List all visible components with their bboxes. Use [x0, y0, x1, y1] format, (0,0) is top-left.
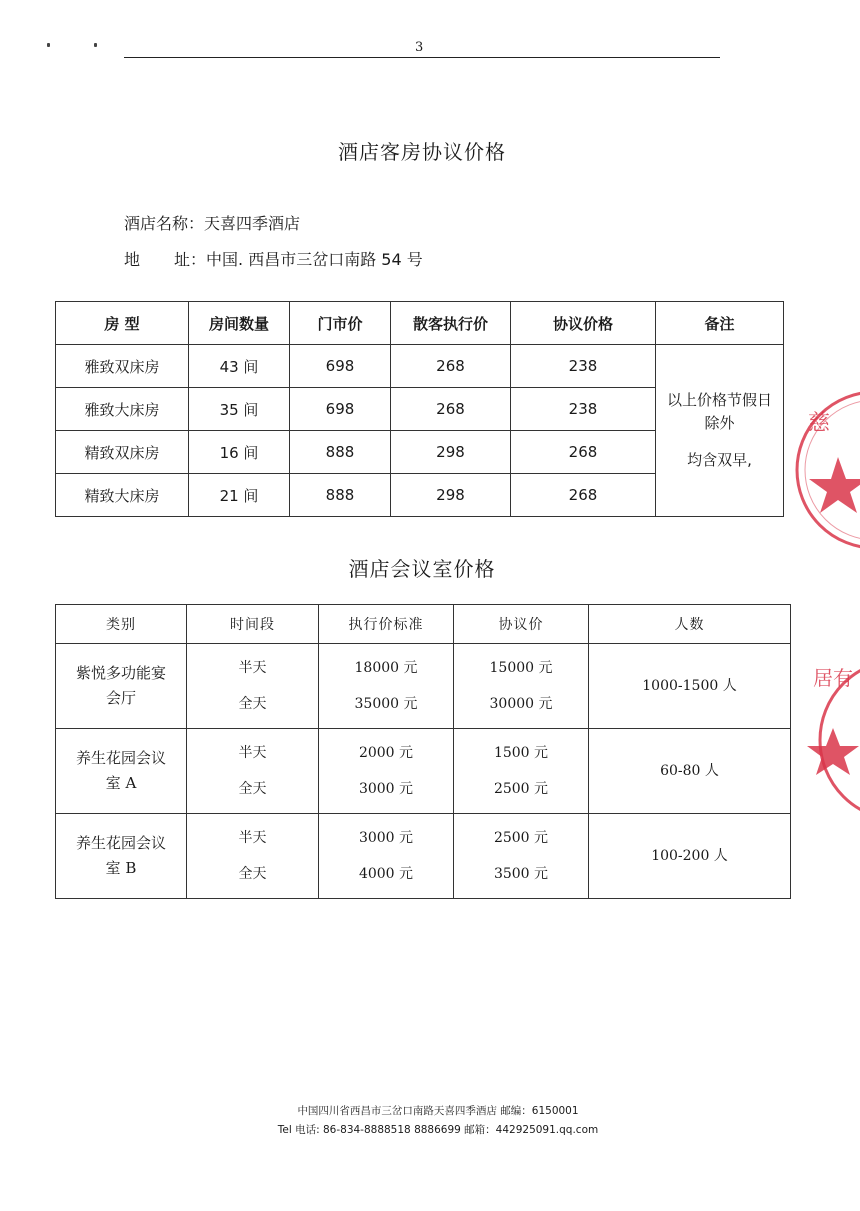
red-seal-lower [795, 640, 860, 830]
rack-rate: 698 [290, 345, 391, 388]
scan-speck [94, 43, 97, 47]
standard-price-full: 3000 元 [358, 781, 414, 797]
standard-price [319, 729, 454, 814]
agreed-price-half: 1500 元 [493, 745, 549, 761]
remarks-line: 以上价格节假日 [666, 391, 772, 409]
table-row [56, 345, 784, 388]
page-number: 3 [415, 40, 424, 55]
period-full-day: 全天 [238, 781, 267, 797]
venue-name [56, 814, 187, 899]
scan-speck [47, 43, 50, 47]
header-remarks: 备注 [656, 302, 784, 345]
agreed-price-full: 30000 元 [489, 696, 553, 712]
red-seal-upper [760, 375, 860, 575]
header-room-count: 房间数量 [189, 302, 290, 345]
venue-name-line: 会厅 [105, 689, 136, 707]
venue-name-line: 室 A [105, 774, 137, 792]
agreed-rate: 268 [511, 431, 656, 474]
rack-rate: 698 [290, 388, 391, 431]
remarks-line: 除外 [704, 414, 735, 432]
header-rack-rate: 门市价 [290, 302, 391, 345]
venue-name-line: 养生花园会议 [75, 749, 166, 767]
address: 中国. 西昌市三岔口南路 54 号 [206, 250, 423, 269]
venue-name [56, 729, 187, 814]
room-count: 16 间 [189, 431, 290, 474]
standard-price-half: 3000 元 [358, 830, 414, 846]
header-rule [124, 57, 720, 58]
meeting-rates-table [55, 604, 791, 899]
capacity: 1000-1500 人 [589, 644, 791, 729]
capacity: 60-80 人 [589, 729, 791, 814]
standard-price-full: 35000 元 [354, 696, 418, 712]
header-agreed-price: 协议价 [454, 605, 589, 644]
header-room-type: 房 型 [56, 302, 189, 345]
header-walkin-rate: 散客执行价 [391, 302, 511, 345]
room-count: 21 间 [189, 474, 290, 517]
seal-text: 慈 [808, 411, 831, 436]
capacity: 100-200 人 [589, 814, 791, 899]
standard-price [319, 644, 454, 729]
agreed-rate: 268 [511, 474, 656, 517]
room-type: 精致双床房 [56, 431, 189, 474]
agreed-price-full: 3500 元 [493, 866, 549, 882]
address-line [124, 247, 423, 270]
walkin-rate: 298 [391, 474, 511, 517]
venue-name [56, 644, 187, 729]
header-category: 类别 [56, 605, 187, 644]
header-capacity: 人数 [589, 605, 791, 644]
standard-price [319, 814, 454, 899]
agreed-price-half: 15000 元 [489, 660, 553, 676]
agreed-rate: 238 [511, 388, 656, 431]
agreed-price [454, 644, 589, 729]
table-row [56, 729, 791, 814]
venue-name-line: 紫悦多功能宴 [75, 664, 166, 682]
agreed-price-half: 2500 元 [493, 830, 549, 846]
hotel-name-line [124, 211, 300, 234]
meeting-title: 酒店会议室价格 [348, 557, 496, 581]
table-header-row [56, 302, 784, 345]
agreed-price-full: 2500 元 [493, 781, 549, 797]
rack-rate: 888 [290, 474, 391, 517]
rooms-title: 酒店客房协议价格 [338, 140, 506, 164]
standard-price-half: 2000 元 [358, 745, 414, 761]
standard-price-full: 4000 元 [358, 866, 414, 882]
period-half-day: 半天 [238, 830, 267, 846]
seal-icon [760, 375, 860, 575]
table-row [56, 644, 791, 729]
period-full-day: 全天 [238, 866, 267, 882]
room-count: 35 间 [189, 388, 290, 431]
hotel-name-label: 酒店名称： [124, 214, 205, 233]
agreed-rate: 238 [511, 345, 656, 388]
walkin-rate: 268 [391, 345, 511, 388]
walkin-rate: 268 [391, 388, 511, 431]
footer-contact: Tel 电话: 86-834-8888518 8886699 邮箱：442925091.qq.com [277, 1124, 599, 1136]
seal-icon [795, 640, 860, 830]
header-agreed-rate: 协议价格 [511, 302, 656, 345]
room-count: 43 间 [189, 345, 290, 388]
seal-text: 居有 [813, 666, 853, 690]
standard-price-half: 18000 元 [354, 660, 418, 676]
period-half-day: 半天 [238, 745, 267, 761]
room-type: 雅致大床房 [56, 388, 189, 431]
room-type: 精致大床房 [56, 474, 189, 517]
walkin-rate: 298 [391, 431, 511, 474]
room-rates-table [55, 301, 784, 517]
remarks-line: 均含双早, [687, 451, 752, 469]
period [187, 729, 319, 814]
table-row [56, 814, 791, 899]
venue-name-line: 养生花园会议 [75, 834, 166, 852]
room-type: 雅致双床房 [56, 345, 189, 388]
address-label-part2: 址： [174, 250, 207, 269]
period [187, 814, 319, 899]
agreed-price [454, 729, 589, 814]
period-half-day: 半天 [238, 660, 267, 676]
rack-rate: 888 [290, 431, 391, 474]
period-full-day: 全天 [238, 696, 267, 712]
header-period: 时间段 [187, 605, 319, 644]
footer-address: 中国四川省西昌市三岔口南路天喜四季酒店 邮编：6150001 [297, 1105, 579, 1117]
table-header-row [56, 605, 791, 644]
hotel-name: 天喜四季酒店 [204, 214, 301, 233]
header-standard-price: 执行价标准 [319, 605, 454, 644]
agreed-price [454, 814, 589, 899]
period [187, 644, 319, 729]
venue-name-line: 室 B [105, 859, 137, 877]
address-label-part1: 地 [124, 250, 141, 269]
